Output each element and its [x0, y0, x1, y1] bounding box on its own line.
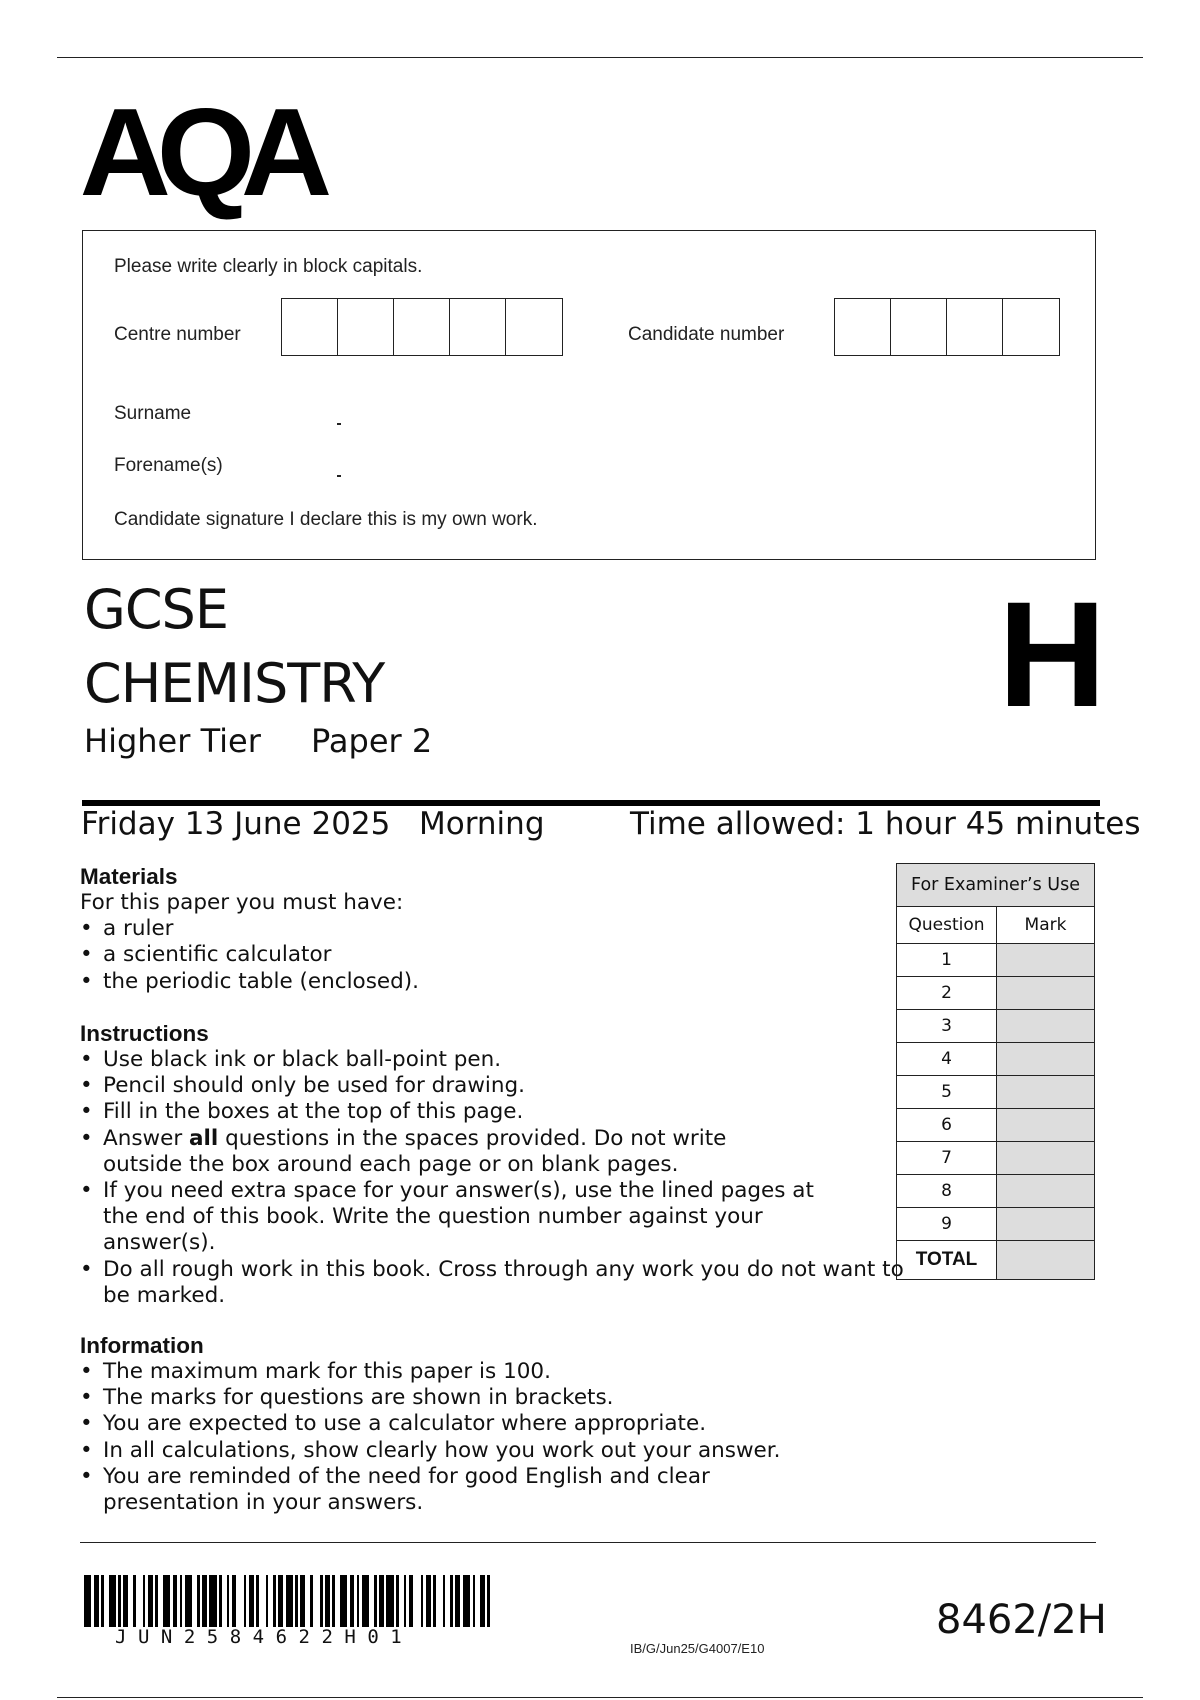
tier-label: Higher Tier	[84, 722, 261, 760]
question-number: 6	[897, 1109, 997, 1142]
barcode-text: JUN2584622H01	[115, 1626, 414, 1648]
barcode-bar	[259, 1575, 266, 1627]
table-row	[897, 1175, 1095, 1208]
table-row	[897, 1142, 1095, 1175]
question-number: 1	[897, 944, 997, 977]
barcode-bar	[463, 1575, 470, 1627]
list-item: • Fill in the boxes at the top of this page.	[80, 1099, 895, 1125]
instructions-section	[80, 1021, 904, 1309]
question-column-header: Question	[897, 907, 997, 944]
mark-cell	[997, 977, 1095, 1010]
centre-digit-box[interactable]	[506, 299, 562, 355]
candidate-digit-box[interactable]	[835, 299, 891, 355]
table-row	[897, 1076, 1095, 1109]
footer-rule	[80, 1542, 1096, 1543]
list-item: • the periodic table (enclosed).	[80, 969, 860, 995]
paper-label: Paper 2	[311, 722, 433, 760]
list-item: • In all calculations, show clearly how you work out your answer.	[80, 1438, 860, 1464]
question-number: 8	[897, 1175, 997, 1208]
mark-cell	[997, 1076, 1095, 1109]
instructions-heading: Instructions	[80, 1021, 209, 1046]
total-label: TOTAL	[897, 1241, 997, 1280]
barcode-bar	[236, 1575, 243, 1627]
signature-label: Candidate signature I declare this is my own work.	[114, 509, 538, 530]
question-number: 9	[897, 1208, 997, 1241]
centre-digit-box[interactable]	[450, 299, 506, 355]
time-allowed: Time allowed: 1 hour 45 minutes	[630, 806, 1141, 842]
list-item: • The marks for questions are shown in brackets.	[80, 1385, 860, 1411]
exam-date: Friday 13 June 2025	[81, 806, 391, 842]
mark-cell	[997, 944, 1095, 977]
barcode	[84, 1575, 498, 1627]
block-capitals-instruction: Please write clearly in block capitals.	[114, 256, 423, 277]
mark-column-header: Mark	[997, 907, 1095, 944]
candidate-digit-box[interactable]	[891, 299, 947, 355]
barcode-bar	[84, 1575, 91, 1627]
total-mark-cell	[997, 1241, 1095, 1280]
centre-digit-box[interactable]	[282, 299, 338, 355]
centre-digit-box[interactable]	[394, 299, 450, 355]
barcode-bar	[163, 1575, 170, 1627]
bottom-rule	[57, 1697, 1143, 1698]
list-item: • Use black ink or black ball-point pen.	[80, 1047, 895, 1073]
table-row	[897, 1043, 1095, 1076]
list-item: • a ruler	[80, 916, 860, 942]
barcode-bar	[490, 1575, 497, 1627]
candidate-details-box	[82, 230, 1096, 560]
tier-letter: H	[998, 570, 1107, 738]
barcode-bar	[209, 1575, 216, 1627]
tier-and-paper	[84, 722, 432, 760]
list-item: • The maximum mark for this paper is 100.	[80, 1359, 860, 1385]
centre-digit-box[interactable]	[338, 299, 394, 355]
list-item: • Pencil should only be used for drawing.	[80, 1073, 895, 1099]
candidate-digit-box[interactable]	[1003, 299, 1059, 355]
table-row	[897, 977, 1095, 1010]
question-number: 4	[897, 1043, 997, 1076]
total-row	[897, 1241, 1095, 1280]
barcode-bar	[286, 1575, 293, 1627]
qualification-title: GCSE	[84, 578, 228, 641]
emphasis-all: all	[189, 1125, 219, 1151]
table-row	[897, 1109, 1095, 1142]
mark-cell	[997, 1010, 1095, 1043]
candidate-number-label: Candidate number	[628, 324, 785, 345]
mark-cell	[997, 1175, 1095, 1208]
mark-cell	[997, 1208, 1095, 1241]
subject-title: CHEMISTRY	[84, 652, 385, 715]
paper-code: 8462/2H	[936, 1597, 1107, 1643]
document-reference: IB/G/Jun25/G4007/E10	[630, 1641, 765, 1656]
exam-session: Morning	[419, 806, 545, 842]
list-item: • Answer all questions in the spaces provided. Do not write outside the box around each page or on blank pages.	[80, 1126, 753, 1178]
mark-cell	[997, 1109, 1095, 1142]
examiner-table-title: For Examiner’s Use	[897, 864, 1095, 907]
surname-field[interactable]	[337, 423, 341, 425]
barcode-bar	[413, 1575, 420, 1627]
question-number: 7	[897, 1142, 997, 1175]
materials-intro: For this paper you must have:	[80, 890, 404, 915]
examiner-use-table	[896, 863, 1095, 1280]
information-heading: Information	[80, 1333, 204, 1358]
candidate-digit-box[interactable]	[947, 299, 1003, 355]
barcode-bar	[109, 1575, 116, 1627]
list-item: • You are reminded of the need for good English and clear presentation in your answers.	[80, 1464, 783, 1516]
forename-label: Forename(s)	[114, 455, 223, 476]
surname-label: Surname	[114, 403, 192, 424]
top-rule	[57, 57, 1143, 58]
barcode-bar	[362, 1575, 369, 1627]
mark-cell	[997, 1043, 1095, 1076]
question-number: 3	[897, 1010, 997, 1043]
question-number: 5	[897, 1076, 997, 1109]
centre-number-boxes[interactable]	[281, 298, 563, 356]
centre-number-label: Centre number	[114, 324, 241, 345]
mark-cell	[997, 1142, 1095, 1175]
materials-heading: Materials	[80, 864, 178, 889]
aqa-logo: AQA	[79, 84, 318, 222]
list-item: • a scientific calculator	[80, 942, 860, 968]
barcode-bar	[313, 1575, 320, 1627]
forename-field[interactable]	[337, 475, 341, 477]
list-item: • Do all rough work in this book. Cross through any work you do not want to be marked.	[80, 1257, 918, 1309]
question-number: 2	[897, 977, 997, 1010]
candidate-number-boxes[interactable]	[834, 298, 1060, 356]
list-item: • You are expected to use a calculator where appropriate.	[80, 1411, 860, 1437]
barcode-bar	[185, 1575, 192, 1627]
list-item: • If you need extra space for your answer(s), use the lined pages at the end of this book. Write the question number against your answer(s).	[80, 1178, 853, 1257]
information-section	[80, 1333, 860, 1516]
barcode-bar	[386, 1575, 393, 1627]
materials-section	[80, 864, 860, 995]
table-row	[897, 944, 1095, 977]
barcode-bar	[340, 1575, 347, 1627]
barcode-bar	[436, 1575, 443, 1627]
barcode-bar	[136, 1575, 143, 1627]
table-row	[897, 1208, 1095, 1241]
table-row	[897, 1010, 1095, 1043]
